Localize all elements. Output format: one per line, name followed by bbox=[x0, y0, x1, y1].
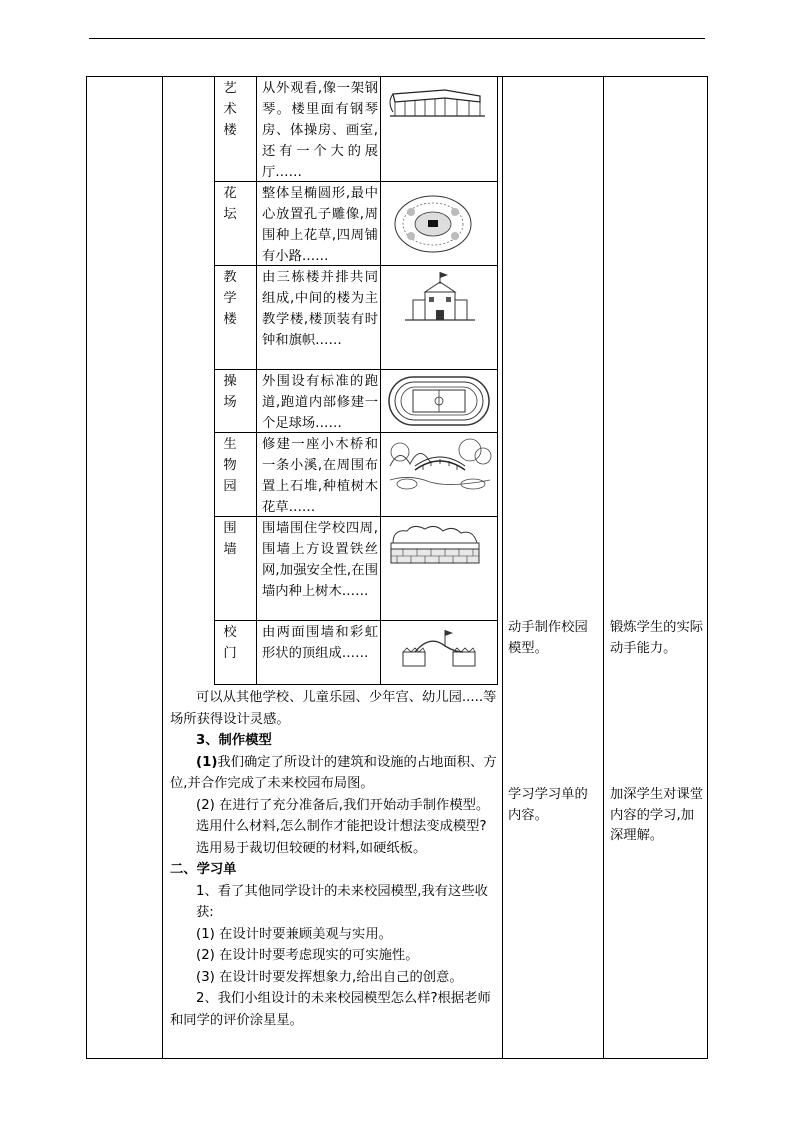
row-desc: 修建一座小木桥和一条小溪,在周围布置上石堆,种植树木花草…… bbox=[262, 437, 378, 515]
student-activity-1: 动手制作校园模型。 bbox=[508, 620, 588, 656]
row-name: 操场 bbox=[223, 374, 237, 410]
row-name: 围墙 bbox=[223, 521, 237, 557]
inner-table-border bbox=[497, 76, 498, 685]
table-border bbox=[86, 76, 87, 1059]
row-desc: 外围设有标准的跑道,跑道内部修建一个足球场…… bbox=[262, 374, 378, 431]
table-border bbox=[162, 76, 163, 1059]
garden-bridge-icon bbox=[385, 436, 495, 492]
inspiration-text: 可以从其他学校、儿童乐园、少年宫、幼儿园.....等场所获得设计灵感。 bbox=[170, 690, 497, 727]
design-intent-1: 锻炼学生的实际动手能力。 bbox=[610, 620, 704, 656]
school-gate-icon bbox=[385, 624, 495, 670]
row-name: 艺术楼 bbox=[223, 81, 237, 138]
question-text: 选用什么材料,怎么制作才能把设计想法变成模型? bbox=[196, 819, 487, 834]
header-rule bbox=[89, 38, 705, 39]
step3-p1-num: (1) bbox=[196, 754, 218, 770]
design-intent-2: 加深学生对课堂内容的学习,加深理解。 bbox=[610, 787, 704, 843]
inner-table-border bbox=[214, 684, 498, 685]
row-name: 校门 bbox=[223, 625, 237, 661]
flower-bed-icon bbox=[385, 190, 495, 260]
row-desc: 整体呈椭圆形,最中心放置孔子雕像,周围种上花草,四周铺有小路…… bbox=[262, 186, 378, 264]
q1-answer-a: (1) 在设计时要兼顾美观与实用。 bbox=[196, 926, 392, 942]
table-border bbox=[86, 76, 708, 77]
wall-icon bbox=[385, 521, 495, 569]
table-border bbox=[502, 76, 503, 1059]
row-name: 花坛 bbox=[223, 186, 237, 222]
row-name: 教学楼 bbox=[223, 270, 237, 327]
inner-table-border bbox=[214, 76, 215, 685]
step3-p2: (2) 在进行了充分准备后,我们开始动手制作模型。 bbox=[196, 797, 490, 813]
q2-text: 2、我们小组设计的未来校园模型怎么样?根据老师和同学的评价涂星星。 bbox=[170, 991, 491, 1028]
row-desc: 由两面围墙和彩虹形状的顶组成…… bbox=[262, 625, 378, 661]
inner-table-border bbox=[214, 620, 498, 621]
q1-answer-b: (2) 在设计时要考虑现实的可实施性。 bbox=[196, 948, 419, 963]
step3-title: 3、制作模型 bbox=[196, 733, 272, 748]
table-border bbox=[707, 76, 708, 1059]
row-desc: 从外观看,像一架钢琴。楼里面有钢琴房、体操房、画室,还有一个大的展厅…… bbox=[262, 81, 378, 180]
q1-text: 1、看了其他同学设计的未来校园模型,我有这些收获: bbox=[196, 883, 488, 920]
lesson-body bbox=[170, 687, 500, 1031]
answer-text: 选用易于裁切但较硬的材料,如硬纸板。 bbox=[196, 840, 427, 856]
step3-p1 bbox=[170, 752, 500, 795]
section2-title: 二、学习单 bbox=[170, 862, 237, 877]
playground-icon bbox=[385, 373, 495, 429]
inner-table-border bbox=[380, 76, 381, 685]
step3-p1-text: 我们确定了所设计的建筑和设施的占地面积、方位,并合作完成了未来校园布局图。 bbox=[170, 754, 497, 791]
q1-answer-c: (3) 在设计时要发挥想象力,给出自己的创意。 bbox=[196, 969, 463, 985]
row-desc: 围墙围住学校四周,围墙上方设置铁丝网,加强安全性,在围墙内种上树木…… bbox=[262, 521, 378, 599]
piano-building-icon bbox=[385, 82, 495, 122]
inner-table-border bbox=[256, 76, 257, 685]
table-border bbox=[603, 76, 604, 1059]
row-desc: 由三栋楼并排共同组成,中间的楼为主教学楼,楼顶装有时钟和旗帜…… bbox=[262, 270, 378, 348]
inner-table-border bbox=[214, 369, 498, 370]
row-name: 生物园 bbox=[223, 437, 237, 494]
student-activity-2: 学习学习单的内容。 bbox=[508, 787, 588, 823]
table-border bbox=[86, 1058, 708, 1059]
school-building-icon bbox=[385, 270, 495, 324]
